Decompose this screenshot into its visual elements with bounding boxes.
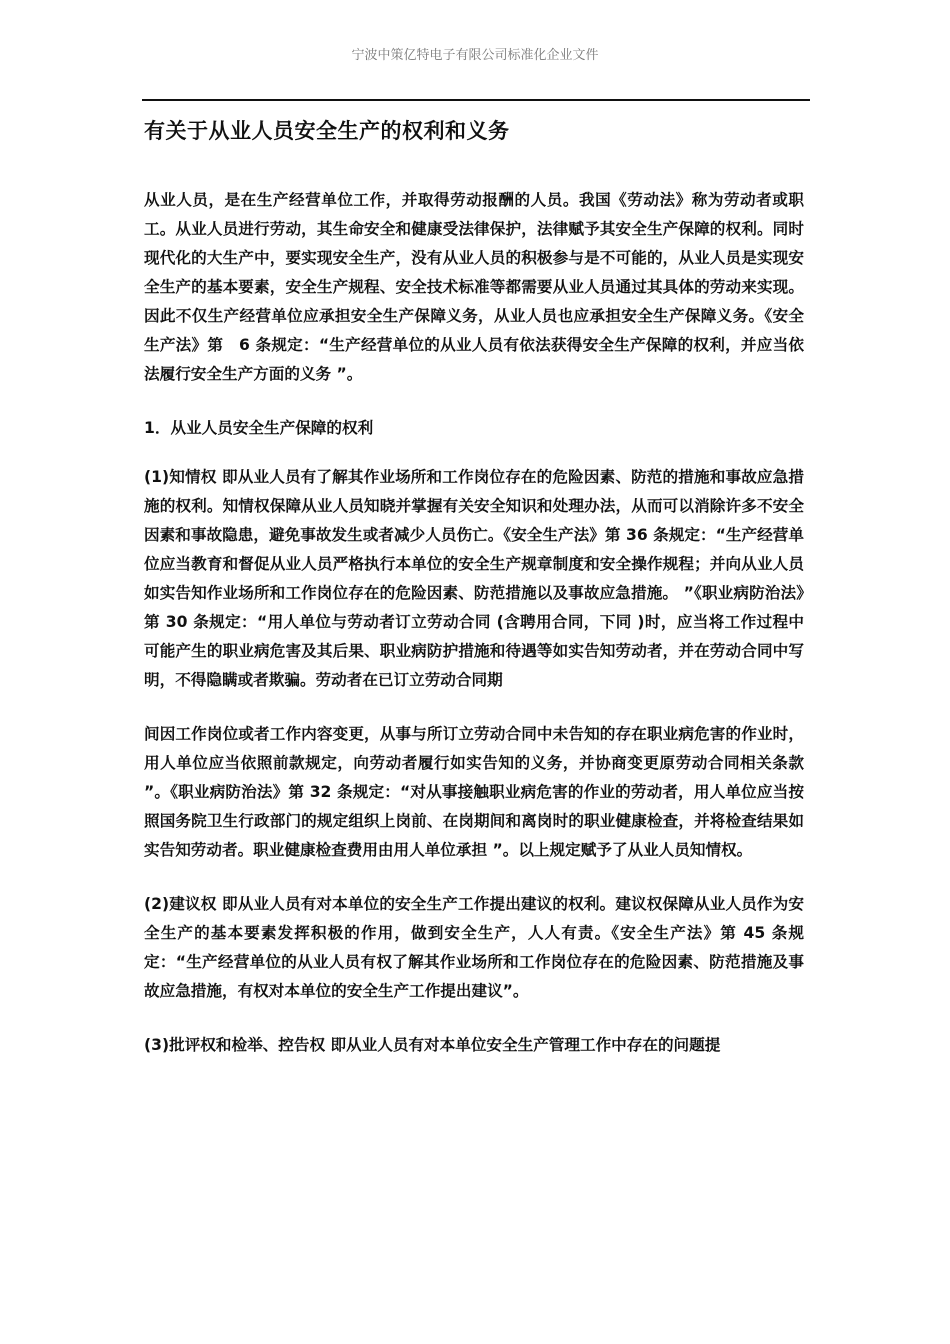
document-header: 宁波中策亿特电子有限公司标准化企业文件	[351, 48, 599, 63]
document-body	[144, 108, 804, 1085]
paragraph-right-to-suggest: (2)建议权 即从业人员有对本单位的安全生产工作提出建议的权利。建议权保障从业人员作为安全生产的基本要素发挥积极的作用，做到安全生产，人人有责。《安全生产法》第 45 条规定：“生产经营单位的从业人员有权了解其作业场所和工作岗位存在的危险因素、防范措施及事故应急措施，有权对本单位的安全生产工作提出建议”。	[144, 895, 804, 1000]
paragraph-right-to-know-cont: 间因工作岗位或者工作内容变更，从事与所订立劳动合同中未告知的存在职业病危害的作业时，用人单位应当依照前款规定，向劳动者履行如实告知的义务，并协商变更原劳动合同相关条款 ”。《职业病防治法》第 32 条规定：“对从事接触职业病危害的作业的劳动者，用人单位应当按照国务院卫生行政部门的规定组织上岗前、在岗期间和离岗时的职业健康检查，并将检查结果如实告知劳动者。职业健康检查费用由用人单位承担 ”。以上规定赋予了从业人员知情权。	[144, 725, 804, 859]
section-heading: 1．从业人员安全生产保障的权利	[144, 419, 374, 437]
header-rule	[142, 99, 810, 101]
paragraph-right-to-criticize: (3)批评权和检举、控告权 即从业人员有对本单位安全生产管理工作中存在的问题提	[144, 1036, 721, 1054]
document-title: 有关于从业人员安全生产的权利和义务	[144, 119, 510, 143]
paragraph-right-to-know: (1)知情权 即从业人员有了解其作业场所和工作岗位存在的危险因素、防范的措施和事故应急措施的权利。知情权保障从业人员知晓并掌握有关安全知识和处理办法，从而可以消除许多不安全因素和事故隐患，避免事故发生或者减少人员伤亡。《安全生产法》第 36 条规定：“生产经营单位应当教育和督促从业人员严格执行本单位的安全生产规章制度和安全操作规程；并向从业人员如实告知作业场所和工作岗位存在的危险因素、防范措施以及事故应急措施。 ”《职业病防治法》第 30 条规定：“用人单位与劳动者订立劳动合同 (含聘用合同，下同 )时，应当将工作过程中可能产生的职业病危害及其后果、职业病防护措施和待遇等如实告知劳动者，并在劳动合同中写明，不得隐瞒或者欺骗。劳动者在已订立劳动合同期	[144, 468, 804, 689]
paragraph-intro: 从业人员，是在生产经营单位工作，并取得劳动报酬的人员。我国《劳动法》称为劳动者或职工。从业人员进行劳动，其生命安全和健康受法律保护，法律赋予其安全生产保障的权利。同时现代化的大生产中，要实现安全生产，没有从业人员的积极参与是不可能的，从业人员是实现安全生产的基本要素，安全生产规程、安全技术标准等都需要从业人员通过其具体的劳动来实现。因此不仅生产经营单位应承担安全生产保障义务，从业人员也应承担安全生产保障义务。《安全生产法》第 6 条规定：“生产经营单位的从业人员有依法获得安全生产保障的权利，并应当依法履行安全生产方面的义务 ”。	[144, 191, 804, 383]
